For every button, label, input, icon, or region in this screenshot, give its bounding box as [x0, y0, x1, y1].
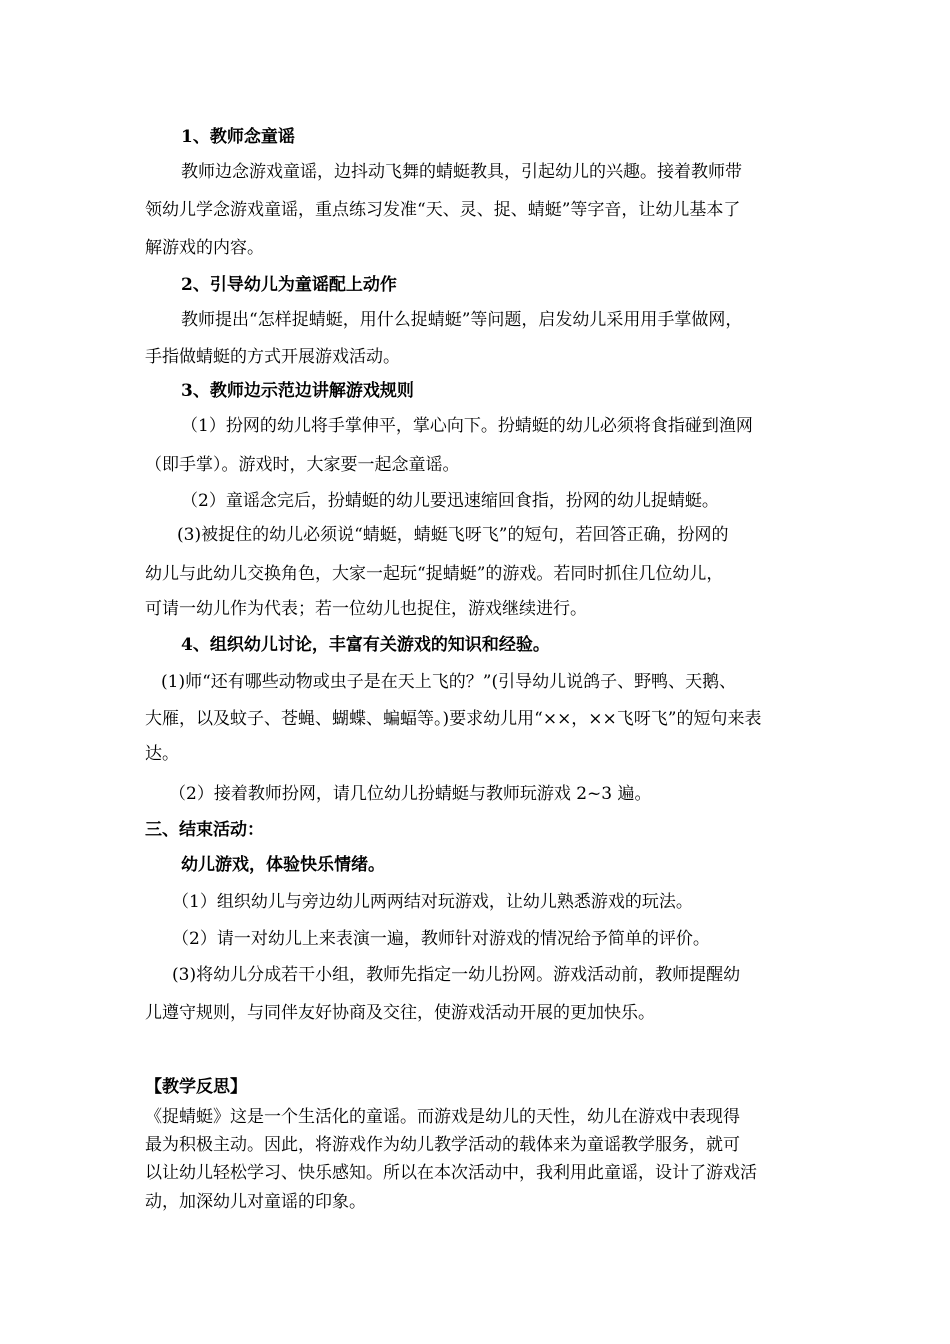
- paragraph-line: 最为积极主动。因此，将游戏作为幼儿教学活动的载体来为童谣教学服务，就可: [145, 1135, 740, 1155]
- subheading-happy-game: 幼儿游戏，体验快乐情绪。: [181, 855, 385, 875]
- heading-recite-rhyme: 1、教师念童谣: [181, 127, 295, 147]
- paragraph-line: 手指做蜻蜓的方式开展游戏活动。: [145, 347, 400, 367]
- paragraph-line: 大雁，以及蚊子、苍蝇、蝴蝶、蝙蝠等。)要求幼儿用“××，××飞呀飞”的短句来表: [145, 709, 762, 729]
- heading-closing-activity: 三、结束活动：: [145, 820, 264, 840]
- paragraph-line: (3)将幼儿分成若干小组，教师先指定一幼儿扮网。游戏活动前，教师提醒幼: [172, 965, 741, 985]
- paragraph-line: 解游戏的内容。: [145, 238, 264, 258]
- paragraph-line: 可请一幼儿作为代表；若一位幼儿也捉住，游戏继续进行。: [145, 599, 587, 619]
- heading-teaching-reflection: 【教学反思】: [145, 1077, 247, 1097]
- paragraph-line: （1）组织幼儿与旁边幼儿两两结对玩游戏，让幼儿熟悉游戏的玩法。: [172, 892, 693, 912]
- paragraph-line: 幼儿与此幼儿交换角色，大家一起玩“捉蜻蜓”的游戏。若同时抓住几位幼儿，: [145, 564, 724, 584]
- paragraph-line: 以让幼儿轻松学习、快乐感知。所以在本次活动中，我利用此童谣，设计了游戏活: [145, 1163, 757, 1183]
- paragraph-line: （2）接着教师扮网，请几位幼儿扮蜻蜓与教师玩游戏 2~3 遍。: [169, 784, 652, 804]
- heading-discussion: 4、组织幼儿讨论，丰富有关游戏的知识和经验。: [181, 635, 550, 655]
- paragraph-line: (1)师“还有哪些动物或虫子是在天上飞的？”(引导幼儿说鸽子、野鸭、天鹅、: [161, 672, 737, 692]
- paragraph-line: 教师提出“怎样捉蜻蜓，用什么捉蜻蜓”等问题，启发幼儿采用用手掌做网，: [181, 310, 743, 330]
- paragraph-line: 达。: [145, 744, 179, 764]
- paragraph-line: 领幼儿学念游戏童谣，重点练习发准“天、灵、捉、蜻蜓”等字音，让幼儿基本了: [145, 200, 741, 220]
- heading-add-actions: 2、引导幼儿为童谣配上动作: [181, 275, 397, 295]
- paragraph-line: 教师边念游戏童谣，边抖动飞舞的蜻蜓教具，引起幼儿的兴趣。接着教师带: [181, 162, 742, 182]
- paragraph-line: （即手掌）。游戏时，大家要一起念童谣。: [145, 455, 460, 475]
- paragraph-line: （2）童谣念完后，扮蜻蜓的幼儿要迅速缩回食指，扮网的幼儿捉蜻蜓。: [181, 491, 719, 511]
- paragraph-line: （2）请一对幼儿上来表演一遍，教师针对游戏的情况给予简单的评价。: [172, 929, 710, 949]
- paragraph-line: 动，加深幼儿对童谣的印象。: [145, 1192, 366, 1212]
- paragraph-line: 《捉蜻蜓》这是一个生活化的童谣。而游戏是幼儿的天性，幼儿在游戏中表现得: [145, 1107, 740, 1127]
- paragraph-line: (3)被捉住的幼儿必须说“蜻蜓，蜻蜓飞呀飞”的短句，若回答正确，扮网的: [177, 525, 729, 545]
- paragraph-line: （1）扮网的幼儿将手掌伸平，掌心向下。扮蜻蜓的幼儿必须将食指碰到渔网: [181, 416, 753, 436]
- paragraph-line: 儿遵守规则，与同伴友好协商及交往，使游戏活动开展的更加快乐。: [145, 1003, 655, 1023]
- heading-demonstrate-rules: 3、教师边示范边讲解游戏规则: [181, 381, 414, 401]
